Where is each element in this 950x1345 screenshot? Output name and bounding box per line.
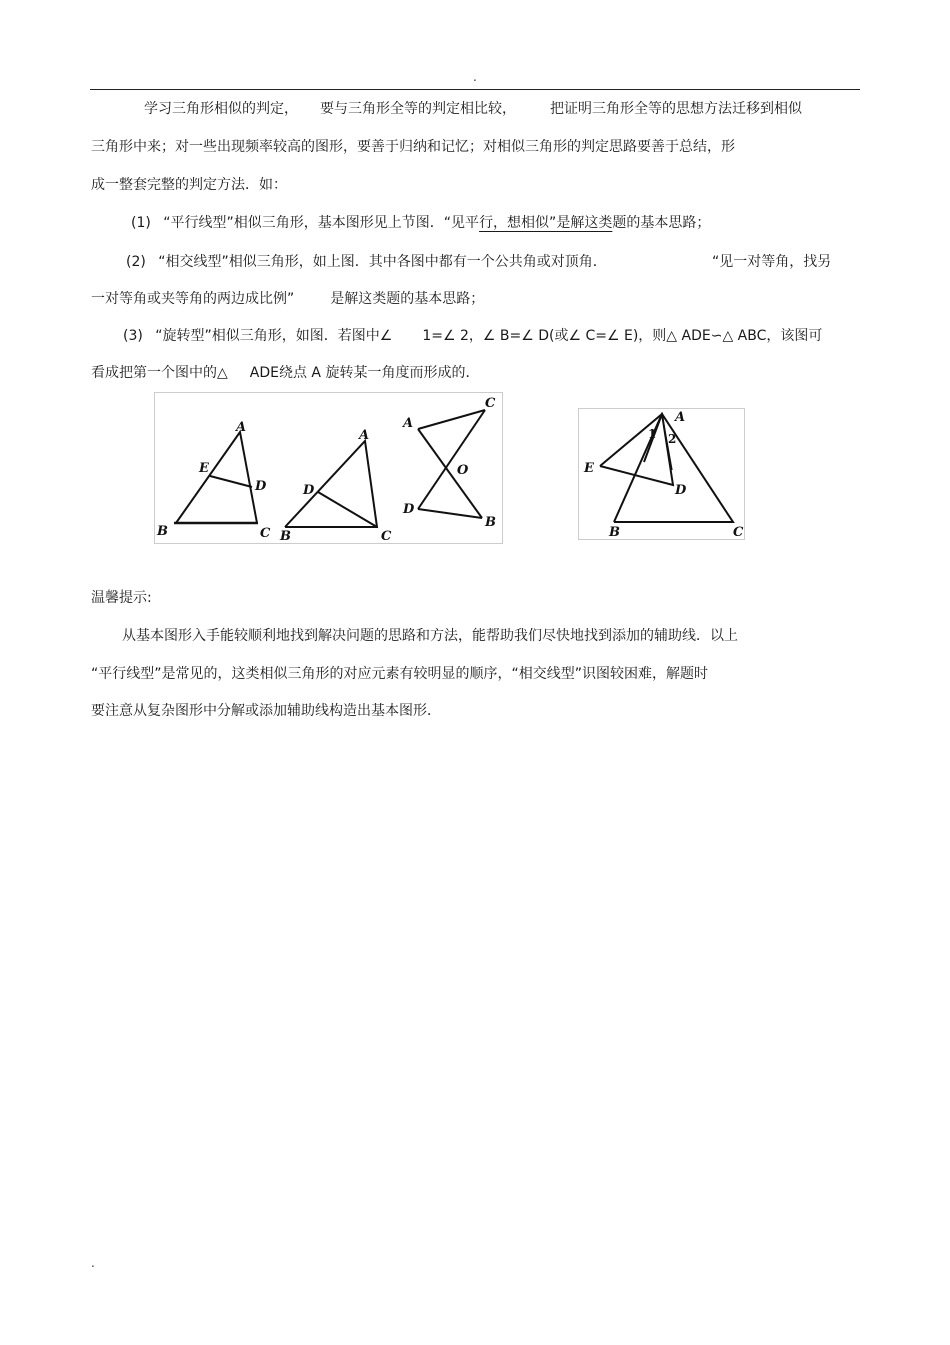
item-text: “相交线型”相似三角形，如上图．其中各图中都有一个公共角或对顶角． (158, 254, 607, 270)
fig3-label-a: A (403, 416, 414, 431)
diagram-rotated-triangles (600, 414, 733, 522)
item-text: “旋转型”相似三角形，如图．若图中∠ (155, 328, 393, 344)
item-text: “平行线型”相似三角形，基本图形见上节图．“见平 (163, 215, 480, 231)
fig1-label-e: E (199, 461, 209, 476)
fig2-label-b: B (280, 529, 291, 544)
fig3-label-d: D (403, 502, 415, 517)
item-intersecting-type-line2 (91, 289, 484, 309)
tip-line2: “平行线型”是常见的，这类相似三角形的对应元素有较明显的顺序，“相交线型”识图较困难，解题时 (91, 666, 709, 682)
item-text-end: 题的基本思路； (612, 215, 711, 231)
item-text-end: 是解这类题的基本思路； (330, 291, 485, 307)
fig4-label-e: E (584, 461, 594, 476)
figure-rotation-type (578, 408, 746, 540)
fig3-label-o: O (457, 463, 469, 478)
item-number: (1) (131, 215, 151, 231)
header-dot: . (473, 70, 477, 84)
item-text-b: 1=∠ 2，∠ B=∠ D(或∠ C=∠ E)，则△ ADE∽△ ABC，该图可 (422, 328, 823, 344)
tip-title: 温馨提示: (91, 590, 152, 606)
intro-text-c: 把证明三角形全等的思想方法迁移到相似 (550, 101, 802, 117)
intro-text-b: 要与三角形全等的判定相比较， (320, 101, 516, 117)
fig2-label-c: C (381, 529, 392, 544)
paragraph-intro-line1 (144, 99, 802, 119)
item-rotation-type-line2 (91, 363, 479, 383)
fig1-label-a: A (236, 420, 247, 435)
fig3-label-b: B (485, 515, 496, 530)
diagram-triangle-ad-bc (285, 441, 377, 527)
item-underlined-text: 行，想相似”是解这类 (479, 215, 613, 231)
fig2-label-d: D (303, 483, 315, 498)
fig4-angle-1: 1 (648, 427, 657, 441)
fig1-label-d: D (255, 479, 267, 494)
diagram-vertical-angles (418, 410, 485, 518)
fig2-label-a: A (359, 428, 370, 443)
fig4-label-a: A (675, 410, 686, 425)
item-text: 看成把第一个图中的△ (91, 365, 228, 381)
item-text: 一对等角或夹等角的两边成比例” (91, 291, 295, 307)
diagram-triangle-ade-bc (174, 432, 258, 523)
fig4-angle-2: 2 (668, 432, 677, 446)
figure-intersecting-types (154, 392, 504, 544)
paragraph-intro-line2: 三角形中来；对一些出现频率较高的图形，要善于归纳和记忆；对相似三角形的判定思路要善于总结，形 (91, 139, 735, 155)
item-number: (3) (123, 328, 143, 344)
tip-line1: 从基本图形入手能较顺利地找到解决问题的思路和方法，能帮助我们尽快地找到添加的辅助线．以上 (122, 628, 738, 644)
tip-line3: 要注意从复杂图形中分解或添加辅助线构造出基本图形． (91, 703, 441, 719)
fig3-label-c: C (485, 396, 496, 411)
item-intersecting-type-line1-end: “见一对等角，找另 (712, 254, 832, 270)
fig1-label-b: B (157, 524, 168, 539)
header-rule (90, 89, 860, 90)
fig4-label-c: C (733, 525, 744, 540)
item-parallel-type (131, 213, 710, 233)
paragraph-intro-line3: 成一整套完整的判定方法．如： (91, 177, 287, 193)
item-intersecting-type-line1 (126, 252, 607, 272)
item-number: (2) (126, 254, 146, 270)
item-rotation-type-line1 (123, 326, 822, 346)
intro-text-a: 学习三角形相似的判定， (144, 101, 298, 117)
fig1-label-c: C (260, 526, 271, 541)
footer-dot: . (91, 1256, 95, 1270)
fig4-label-b: B (609, 525, 620, 540)
fig4-label-d: D (675, 483, 687, 498)
item-text-b: ADE绕点 A 旋转某一角度而形成的． (249, 365, 480, 381)
